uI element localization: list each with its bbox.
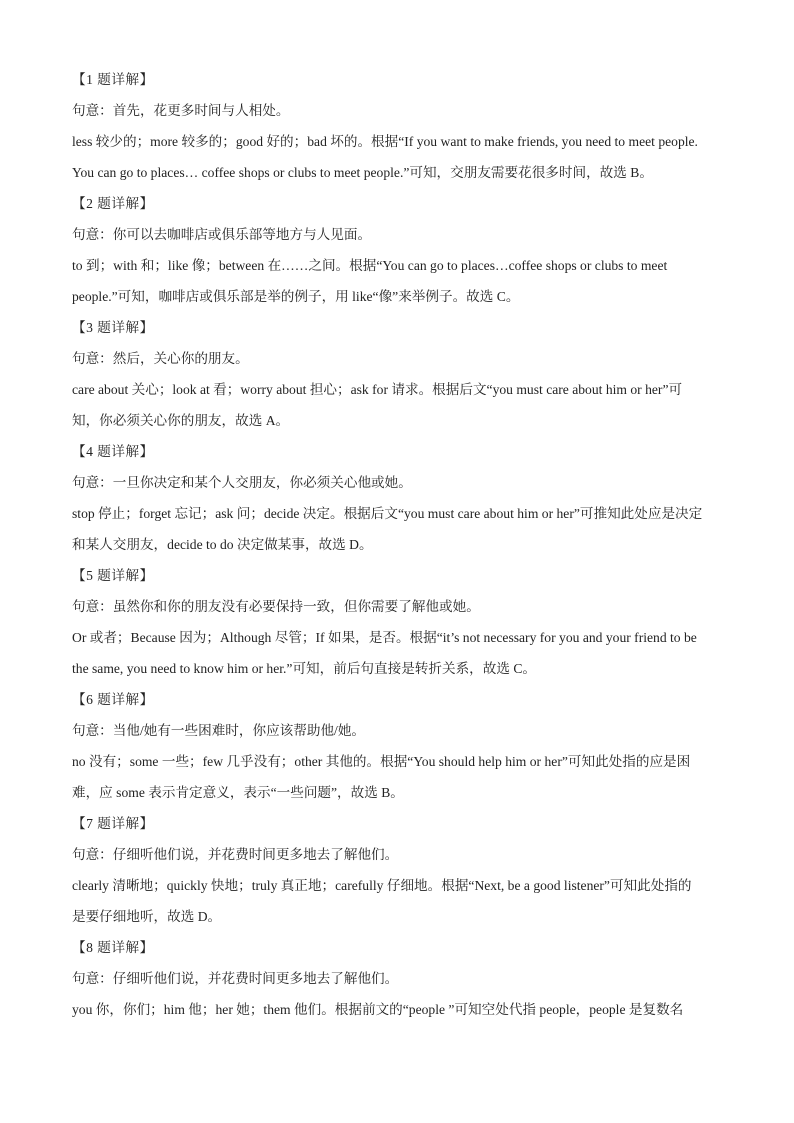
sentence-meaning-1: 句意：首先，花更多时间与人相处。 (72, 103, 290, 118)
explanation-line: the same, you need to know him or her.”可知，前后句直接是转折关系，故选 C。 (72, 661, 537, 676)
sentence-meaning-3: 句意：然后，关心你的朋友。 (72, 351, 249, 366)
section-heading-2: 【2 题详解】 (72, 196, 154, 211)
sentence-meaning-6: 句意：当他/她有一些困难时，你应该帮助他/她。 (72, 723, 366, 738)
sentence-meaning-5: 句意：虽然你和你的朋友没有必要保持一致，但你需要了解他或她。 (72, 599, 480, 614)
explanation-line: to 到；with 和；like 像；between 在……之间。根据“You can go to places…coffee shops or clubs to meet (72, 258, 668, 273)
explanation-line: You can go to places… coffee shops or clubs to meet people.”可知，交朋友需要花很多时间，故选 B。 (72, 165, 653, 180)
explanation-line: 和某人交朋友，decide to do 决定做某事，故选 D。 (72, 537, 373, 552)
section-heading-1: 【1 题详解】 (72, 72, 154, 87)
section-heading-3: 【3 题详解】 (72, 320, 154, 335)
explanation-line: 是要仔细地听，故选 D。 (72, 909, 222, 924)
section-heading-7: 【7 题详解】 (72, 816, 154, 831)
explanation-line: no 没有；some 一些；few 几乎没有；other 其他的。根据“You should help him or her”可知此处指的应是困 (72, 754, 691, 769)
document-body (72, 64, 724, 1025)
explanation-line: 知，你必须关心你的朋友，故选 A。 (72, 413, 290, 428)
explanation-line: clearly 清晰地；quickly 快地；truly 真正地；carefully 仔细地。根据“Next, be a good listener”可知此处指的 (72, 878, 692, 893)
sentence-meaning-4: 句意：一旦你决定和某个人交朋友，你必须关心他或她。 (72, 475, 412, 490)
section-heading-5: 【5 题详解】 (72, 568, 154, 583)
sentence-meaning-2: 句意：你可以去咖啡店或俱乐部等地方与人见面。 (72, 227, 372, 242)
sentence-meaning-8: 句意：仔细听他们说，并花费时间更多地去了解他们。 (72, 971, 399, 986)
explanation-line: Or 或者；Because 因为；Although 尽管；If 如果，是否。根据“it’s not necessary for you and your friend to be (72, 630, 697, 645)
explanation-line: you 你，你们；him 他；her 她；them 他们。根据前文的“people ”可知空处代指 people，people 是复数名 (72, 1002, 684, 1017)
explanation-line: less 较少的；more 较多的；good 好的；bad 坏的。根据“If you want to make friends, you need to meet people. (72, 134, 698, 149)
section-heading-4: 【4 题详解】 (72, 444, 154, 459)
explanation-line: people.”可知，咖啡店或俱乐部是举的例子，用 like“像”来举例子。故选 C。 (72, 289, 520, 304)
section-heading-6: 【6 题详解】 (72, 692, 154, 707)
sentence-meaning-7: 句意：仔细听他们说，并花费时间更多地去了解他们。 (72, 847, 399, 862)
section-heading-8: 【8 题详解】 (72, 940, 154, 955)
explanation-line: stop 停止；forget 忘记；ask 问；decide 决定。根据后文“you must care about him or her”可推知此处应是决定 (72, 506, 703, 521)
explanation-line: care about 关心；look at 看；worry about 担心；ask for 请求。根据后文“you must care about him or her”可 (72, 382, 683, 397)
explanation-line: 难，应 some 表示肯定意义，表示“一些问题”，故选 B。 (72, 785, 404, 800)
